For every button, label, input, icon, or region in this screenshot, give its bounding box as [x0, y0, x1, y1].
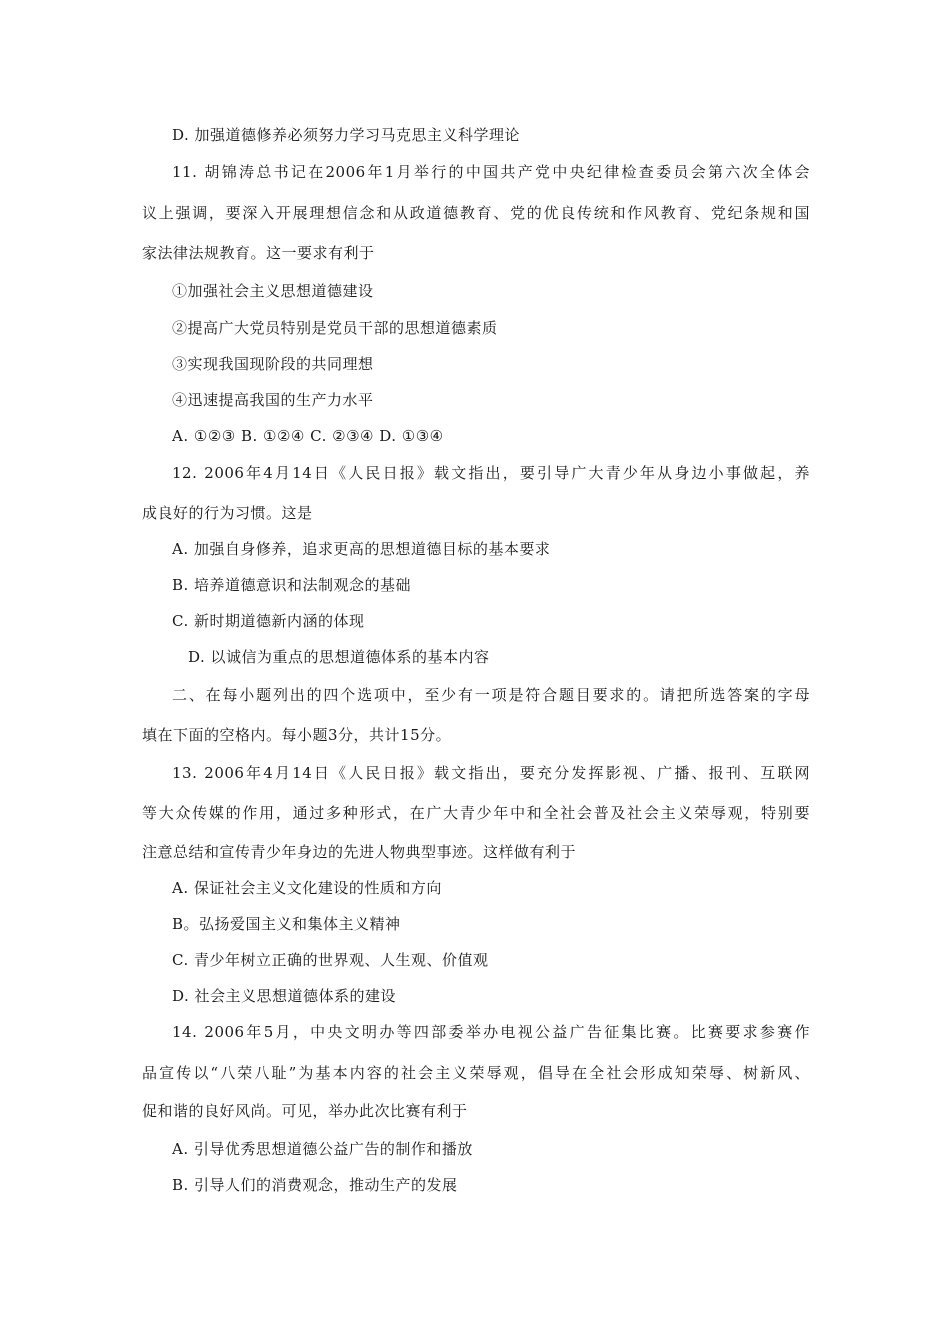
q13-option-c: C. 青少年树立正确的世界观、人生观、价值观	[172, 951, 489, 969]
q12-option-a: A. 加强自身修养，追求更高的思想道德目标的基本要求	[172, 540, 551, 558]
q12-stem-line-1: 12. 2006年4月14日《人民日报》载文指出，要引导广大青少年从身边小事做起，养	[172, 464, 810, 482]
q11-statement-3: ③实现我国现阶段的共同理想	[172, 355, 374, 373]
q13-option-a: A. 保证社会主义文化建设的性质和方向	[172, 879, 442, 897]
q12-option-c: C. 新时期道德新内涵的体现	[172, 612, 365, 630]
q12-option-b: B. 培养道德意识和法制观念的基础	[172, 576, 412, 594]
q13-stem-line-3: 注意总结和宣传青少年身边的先进人物典型事迹。这样做有利于	[142, 843, 577, 861]
q13-stem-line-2: 等大众传媒的作用，通过多种形式，在广大青少年中和全社会普及社会主义荣辱观，特别要	[142, 804, 810, 822]
section-2-heading-line-2: 填在下面的空格内。每小题3分，共计15分。	[142, 726, 452, 744]
q13-stem-line-1: 13. 2006年4月14日《人民日报》载文指出，要充分发挥影视、广播、报刊、互联网	[172, 764, 810, 782]
q13-option-b: B。弘扬爱国主义和集体主义精神	[172, 915, 401, 933]
q11-stem-line-1: 11. 胡锦涛总书记在2006年1月举行的中国共产党中央纪律检查委员会第六次全体会	[172, 163, 810, 181]
q14-stem-line-3: 促和谐的良好风尚。可见，举办此次比赛有利于	[142, 1102, 468, 1120]
q13-option-d: D. 社会主义思想道德体系的建设	[172, 987, 397, 1005]
q11-statement-1: ①加强社会主义思想道德建设	[172, 282, 374, 300]
q11-options: A. ①②③ B. ①②④ C. ②③④ D. ①③④	[172, 427, 444, 445]
q14-stem-line-2: 品宣传以“八荣八耻”为基本内容的社会主义荣辱观，倡导在全社会形成知荣辱、树新风、	[142, 1064, 810, 1082]
q14-option-a: A. 引导优秀思想道德公益广告的制作和播放	[172, 1140, 473, 1158]
q12-option-d: D. 以诚信为重点的思想道德体系的基本内容	[188, 648, 490, 666]
q11-statement-4: ④迅速提高我国的生产力水平	[172, 391, 374, 409]
q10-option-d: D. 加强道德修养必须努力学习马克思主义科学理论	[172, 126, 521, 144]
q14-stem-line-1: 14. 2006年5月，中央文明办等四部委举办电视公益广告征集比赛。比赛要求参赛作	[172, 1023, 810, 1041]
q11-stem-line-2: 议上强调，要深入开展理想信念和从政道德教育、党的优良传统和作风教育、党纪条规和国	[142, 204, 810, 222]
q12-stem-line-2: 成良好的行为习惯。这是	[142, 504, 313, 522]
q11-stem-line-3: 家法律法规教育。这一要求有利于	[142, 244, 375, 262]
section-2-heading-line-1: 二、在每小题列出的四个选项中，至少有一项是符合题目要求的。请把所选答案的字母	[172, 686, 810, 704]
q14-option-b: B. 引导人们的消费观念，推动生产的发展	[172, 1176, 458, 1194]
q11-statement-2: ②提高广大党员特别是党员干部的思想道德素质	[172, 319, 498, 337]
